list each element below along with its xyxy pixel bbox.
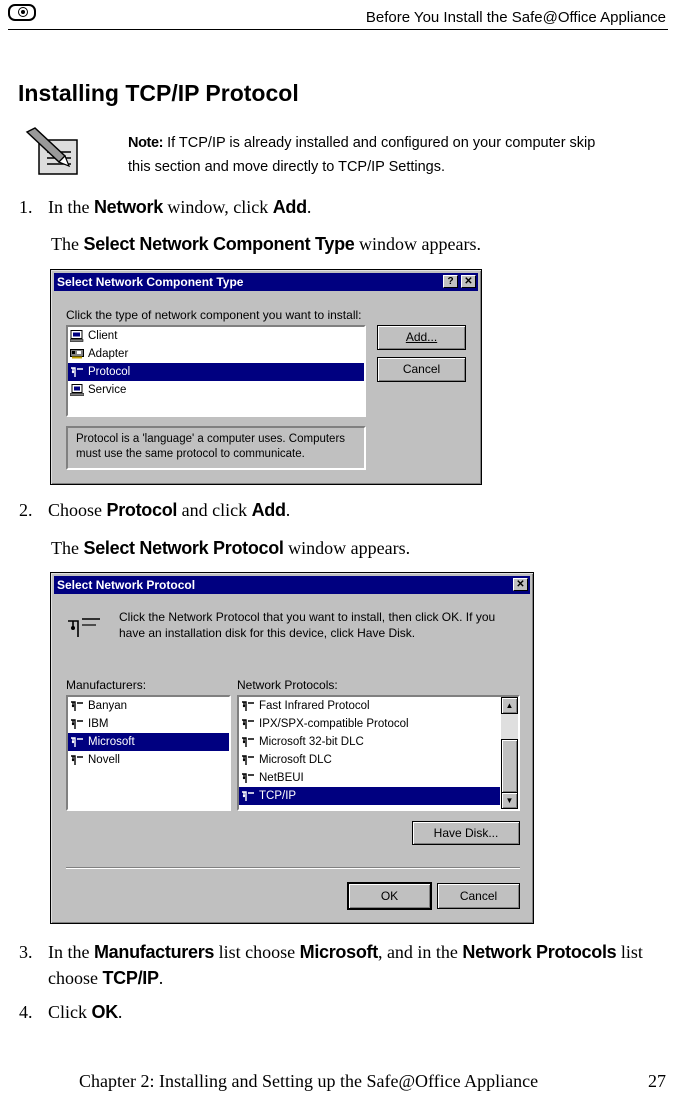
list-item-label: Microsoft — [88, 736, 135, 748]
select-network-component-dialog — [50, 269, 482, 485]
caption-1 — [51, 234, 481, 255]
step-2 — [19, 500, 290, 521]
list-item-label: Service — [88, 384, 127, 396]
note-label: Note: — [128, 135, 164, 151]
cancel-button[interactable] — [377, 357, 466, 382]
manufacturer-item[interactable] — [68, 697, 229, 715]
protocol-icon — [66, 615, 102, 639]
dialog-title: Select Network Component Type — [57, 275, 244, 289]
button-label: Add... — [405, 330, 438, 344]
button-label: Cancel — [459, 889, 498, 903]
manufacturers-label: Manufacturers: — [66, 678, 147, 692]
button-label: Have Disk... — [433, 826, 499, 840]
protocol-icon — [70, 754, 84, 766]
network-protocols-list[interactable] — [237, 695, 520, 811]
list-item-label: Client — [88, 330, 118, 342]
step-bold: Microsoft — [299, 942, 378, 962]
list-item-label: Novell — [88, 754, 120, 766]
step-text: . — [117, 1002, 123, 1022]
step-bold: OK — [91, 1002, 118, 1022]
caption-2 — [51, 538, 410, 559]
list-item-adapter[interactable] — [68, 345, 364, 363]
manufacturer-item[interactable] — [68, 715, 229, 733]
component-description: Protocol is a 'language' a computer uses. Computers must use the same protocol to communicate. — [66, 426, 366, 470]
note-text — [128, 131, 668, 179]
protocol-intro: Click the Network Protocol that you want to install, then click OK. If you have an installation disk for this device, click Have Disk. — [119, 610, 496, 640]
step-text: Click — [48, 1002, 92, 1022]
protocol-icon — [70, 700, 84, 712]
safe-office-logo-icon — [8, 4, 36, 21]
step-text: list choose — [214, 942, 300, 962]
step-1 — [19, 197, 311, 218]
protocol-icon — [241, 700, 255, 712]
adapter-card-icon — [70, 348, 84, 360]
page-header-title: Before You Install the Safe@Office Appliance — [365, 9, 666, 26]
caption-text: window appears. — [354, 234, 481, 254]
manufacturers-list[interactable] — [66, 695, 231, 811]
step-text: . — [158, 968, 164, 988]
list-item-label: NetBEUI — [259, 772, 304, 784]
list-item-label: TCP/IP — [259, 790, 297, 802]
scroll-up-arrow-icon[interactable]: ▲ — [501, 697, 518, 714]
list-item-service[interactable] — [68, 381, 364, 399]
step-text: In the — [48, 197, 94, 217]
component-prompt: Click the type of network component you want to install: — [66, 308, 362, 322]
step-number: 3. — [19, 942, 33, 962]
dialog-divider — [66, 867, 520, 869]
list-item-client[interactable] — [68, 327, 364, 345]
list-item-label: IBM — [88, 718, 109, 730]
step-bold: Network Protocols — [462, 942, 617, 962]
cancel-button[interactable] — [437, 883, 520, 909]
help-button[interactable]: ? — [443, 275, 458, 288]
close-button[interactable]: ✕ — [461, 275, 476, 288]
step-text: Choose — [48, 500, 107, 520]
protocol-item[interactable] — [239, 715, 500, 733]
component-type-list[interactable] — [66, 325, 366, 417]
client-computer-icon — [70, 330, 84, 342]
list-item-protocol[interactable] — [68, 363, 364, 381]
step-bold: Protocol — [106, 500, 178, 520]
protocol-icon — [70, 736, 84, 748]
protocol-icon — [241, 790, 255, 802]
protocol-item[interactable] — [239, 733, 500, 751]
step-text: , and in the — [377, 942, 463, 962]
header-divider — [8, 29, 668, 30]
step-bold: Add — [272, 197, 307, 217]
list-item-label: IPX/SPX-compatible Protocol — [259, 718, 409, 730]
select-network-protocol-dialog — [50, 572, 534, 924]
caption-text: The — [51, 234, 84, 254]
protocol-item[interactable] — [239, 697, 500, 715]
list-item-label: Adapter — [88, 348, 129, 360]
step-text: and click — [177, 500, 252, 520]
note-pencil-icon — [25, 126, 85, 178]
protocol-item-selected[interactable] — [239, 787, 500, 805]
protocol-icon — [70, 366, 84, 378]
note-line2: this section and move directly to TCP/IP Settings. — [128, 159, 446, 175]
step-number: 2. — [19, 500, 33, 520]
dialog-title: Select Network Protocol — [57, 578, 196, 592]
have-disk-button[interactable] — [412, 821, 520, 845]
manufacturer-item-selected[interactable] — [68, 733, 229, 751]
manufacturer-item[interactable] — [68, 751, 229, 769]
list-item-label: Microsoft DLC — [259, 754, 332, 766]
ok-button[interactable] — [348, 883, 431, 909]
note-line1: If TCP/IP is already installed and configured on your computer skip — [163, 135, 596, 151]
step-text: list — [616, 942, 643, 962]
step-4 — [19, 1002, 122, 1023]
section-title: Installing TCP/IP Protocol — [18, 80, 299, 106]
protocol-item[interactable] — [239, 769, 500, 787]
caption-text: The — [51, 538, 84, 558]
protocol-icon — [241, 718, 255, 730]
list-item-label: Microsoft 32-bit DLC — [259, 736, 364, 748]
list-item-label: Protocol — [88, 366, 131, 378]
step-text: In the — [48, 942, 94, 962]
step-text: . — [285, 500, 291, 520]
add-button[interactable] — [377, 325, 466, 350]
footer-chapter: Chapter 2: Installing and Setting up the Safe@Office Appliance — [79, 1071, 539, 1091]
step-number: 1. — [19, 197, 33, 217]
caption-text: window appears. — [283, 538, 411, 558]
footer-page-number: 27 — [648, 1071, 666, 1091]
step-bold: Manufacturers — [93, 942, 215, 962]
scrollbar-thumb[interactable] — [501, 739, 518, 793]
button-label: OK — [380, 889, 399, 903]
button-label: Cancel — [402, 362, 441, 376]
protocol-item[interactable] — [239, 751, 500, 769]
step-text: choose — [48, 968, 103, 988]
step-bold: Network — [93, 197, 163, 217]
protocol-icon — [241, 736, 255, 748]
step-text: window, click — [162, 197, 273, 217]
dialog-titlebar — [54, 273, 478, 291]
step-number: 4. — [19, 1002, 33, 1022]
caption-bold: Select Network Protocol — [83, 538, 284, 558]
caption-bold: Select Network Component Type — [83, 234, 355, 254]
protocol-icon — [70, 718, 84, 730]
step-bold: TCP/IP — [102, 968, 159, 988]
protocols-scrollbar[interactable] — [501, 697, 518, 809]
scroll-down-arrow-icon[interactable]: ▼ — [501, 792, 518, 809]
protocol-icon — [241, 772, 255, 784]
list-item-label: Banyan — [88, 700, 128, 712]
service-icon — [70, 384, 84, 396]
step-3 — [19, 939, 674, 991]
step-bold: Add — [251, 500, 286, 520]
protocol-icon — [241, 754, 255, 766]
list-item-label: Fast Infrared Protocol — [259, 700, 370, 712]
step-text: . — [306, 197, 312, 217]
network-protocols-label: Network Protocols: — [237, 678, 338, 692]
close-button[interactable]: ✕ — [513, 578, 528, 591]
dialog-titlebar — [54, 576, 530, 594]
